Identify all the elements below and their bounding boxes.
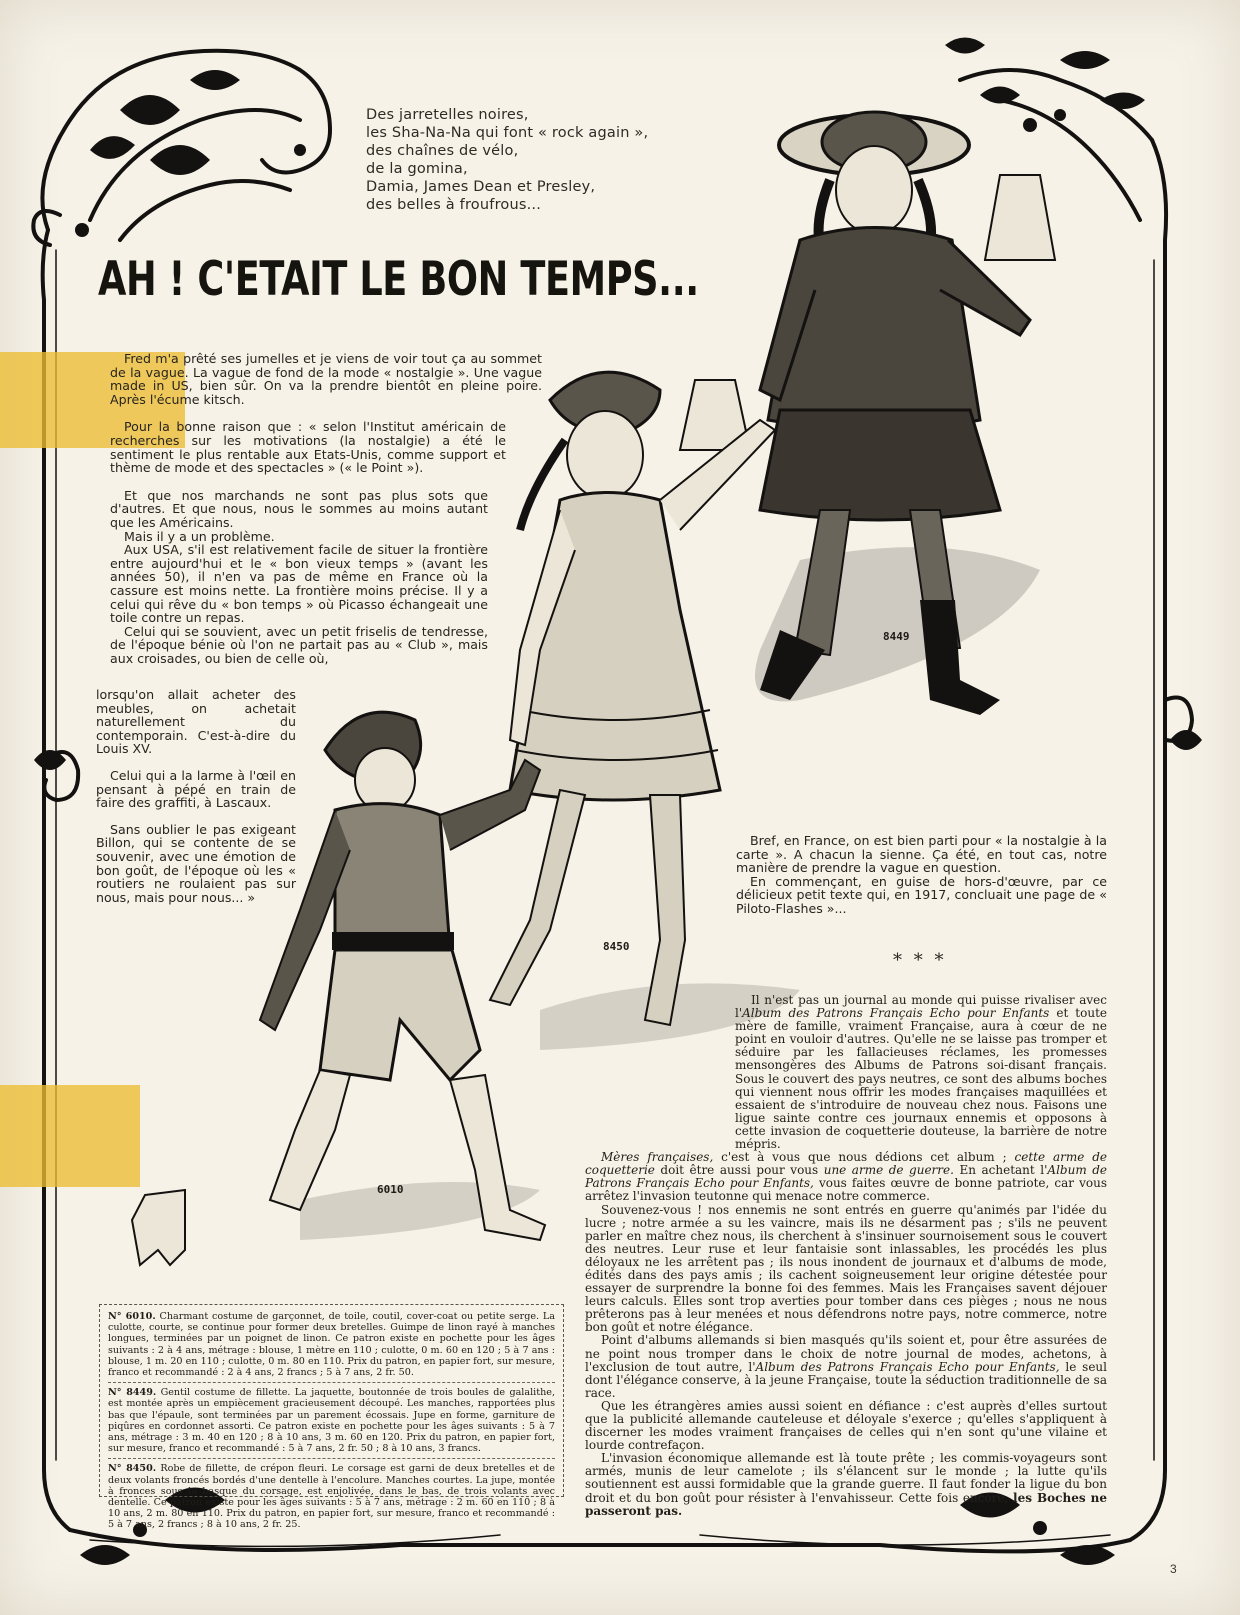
intro-column: [110, 352, 542, 665]
figure-label-6010: 6010: [377, 1183, 404, 1196]
poem-line: de la gomina,: [366, 161, 468, 177]
page-title: AH ! C'ETAIT LE BON TEMPS...: [98, 252, 699, 307]
right-column: [736, 834, 1107, 916]
poem-line: des chaînes de vélo,: [366, 143, 519, 159]
intro-paragraph: Mais il y a un problème.: [124, 528, 275, 544]
quote-paragraph: [585, 1151, 1107, 1203]
section-separator: * * *: [893, 950, 947, 971]
poem-line: Damia, James Dean et Presley,: [366, 179, 596, 195]
poem-line: Des jarretelles noires,: [366, 107, 529, 123]
caption-text: Charmant costume de garçonnet, de toile, coutil, cover-coat ou petite serge. La culotte, courte, se continue pour former deux bretelles. Guimpe de linon rayé à manches longues, terminées par un poignet de linon. Ce patron existe en pochette pour les âges suivants : 2 à 4 ans, métrage : blouse, 1 mètre en 110 ; culotte, 0 m. 60 en 120 ; 5 à 7 ans : blouse, 1 m. 20 en 110 ; culotte, 0 m. 80 en 110. Prix du patron, en papier fort, sur mesure, franco et recommandé : 2 à 4 ans, 2 francs ; 5 à 7 ans, 2 fr. 50.: [108, 1311, 555, 1379]
intro-paragraph: Et que nos marchands ne sont pas plus sots que d'autres. Et que nous, nous le sommes au moins autant que les Américains.: [110, 487, 488, 530]
quote-emphasis: Album de Patrons Français Echo pour Enfants,: [585, 1163, 1108, 1191]
quote-paragraph: Que les étrangères amies aussi soient en défiance : c'est auprès d'elles surtout que la publicité allemande cauteleuse et déloyale s'exerce ; qu'elles s'appliquent à discerner les modes vraiment françaises de celles qui n'en sont qu'une vilaine et lourde contrefaçon.: [585, 1398, 1107, 1453]
quote-paragraph: [585, 1452, 1107, 1517]
quote-text: L'invasion économique allemande est là toute prête ; les commis-voyageurs sont armés, munis de leur camelote ; ils s'élancent sur le monde ; la lutte qu'ils soutiennent est aussi formidable que la grande guerre. Il faut fonder la ligue du bon droit et du bon goût pour résister à l'envahisseur. Cette fois encore,: [585, 1451, 1107, 1505]
intro-paragraph: Celui qui se souvient, avec un petit friselis de tendresse, de l'époque bénie où l'on ne partait pas au « Club », mais aux croisades, ou bien de celle où,: [110, 623, 488, 666]
caption-8449: [108, 1387, 555, 1459]
quote-emphasis: Album des Patrons Français Echo pour Enfants,: [755, 1359, 1060, 1374]
caption-number: N° 6010.: [108, 1311, 156, 1322]
left-narrow-column: [96, 688, 296, 917]
intro-paragraph: Aux USA, s'il est relativement facile de situer la frontière entre aujourd'hui et le « bon vieux temps » (avant les années 50), il n'en va pas de même en France où la cassure est moins nette. La frontière moins précise. Il y a celui qui rêve du « bon temps » où Picasso échangeait une toile contre un repas.: [110, 542, 488, 626]
page-number: 3: [1170, 1562, 1177, 1576]
pattern-captions: [99, 1304, 564, 1531]
quote-bold: les Boches ne passeront pas.: [585, 1490, 1107, 1518]
intro-paragraph: Pour la bonne raison que : « selon l'Institut américain de recherches sur les motivations (la nostalgie) a été le sentiment le plus rentable aux Etats-Unis, comme support et thème de mode et des spectacles » (« le Point »).: [110, 419, 506, 476]
left-paragraph: Celui qui a la larme à l'œil en pensant à pépé en train de faire des graffiti, à Lascaux.: [96, 767, 296, 811]
poem-line: des belles à froufrous...: [366, 197, 542, 213]
quote-paragraph: [585, 1334, 1107, 1399]
quote-paragraph: Souvenez-vous ! nos ennemis ne sont entrés en guerre qu'animés par l'idée du lucre ; notre armée a su les vaincre, mais ils ne désarment pas ; s'ils ne peuvent parler en maître chez nous, ils cherchent à s'insinuer sournoisement sous le couvert des neutres. Leur ruse et leur fantaisie sont inlassables, les procédés les plus déloyaux ne les arrêtent pas ; ils nous inondent de journaux et d'albums de mode, édités dans des pays amis ; ils cachent soigneusement leur origine détestée pour essayer de surprendre la bonne foi des femmes. Mais les Françaises savent déjouer leurs calculs. Elles sont trop averties pour tomber dans ces pièges ; nous ne nous prêterons pas à leur menées et nous défendrons notre pays, notre commerce, notre bon goût et notre élégance.: [585, 1202, 1107, 1335]
left-paragraph: lorsqu'on allait acheter des meubles, on achetait naturellement du contemporain. C'est-à-dire du Louis XV.: [96, 687, 296, 757]
figure-label-8449: 8449: [883, 630, 910, 643]
quote-text: Il n'est pas un journal au monde qui puisse rivaliser avec l': [735, 993, 1107, 1021]
figure-label-8450: 8450: [603, 940, 630, 953]
intro-paragraph: Fred m'a prêté ses jumelles et je viens de voir tout ça au sommet de la vague. La vague de fond de la mode « nostalgie ». Une vague made in US, bien sûr. On va la prendre bientôt en pleine poire. Après l'écume kitsch.: [110, 351, 542, 407]
intro-poem: [366, 106, 726, 214]
caption-number: N° 8450.: [108, 1463, 157, 1475]
quote-text: et toute mère de famille, vraiment Française, aura à cœur de ne point en vouloir d'autres. Qu'elle ne se laisse pas tromper et séduire par les fallacieuses réclames, les promesses mensongères des Albums de Patrons soi-disant français. Sous le couvert des pays neutres, ce sont des albums boches qui viennent nous offrir les modes françaises maquillées et essaient de s'introduire de nouveau chez nous. Faisons une ligue sainte contre ces journaux ennemis et opposons à cette invasion de coquetterie douteuse, la barrière de notre mépris.: [735, 1006, 1107, 1152]
quote-emphasis: Album des Patrons Français Echo pour Enfants: [742, 1006, 1050, 1021]
left-paragraph: Sans oublier le pas exigeant Billon, qui se contente de se souvenir, avec une émotion de bon goût, de l'époque où les « routiers ne roulaient pas sur nous, mais pour nous... »: [96, 821, 296, 905]
quote-paragraph: [585, 994, 1107, 1151]
quote-emphasis: Mères françaises,: [601, 1150, 714, 1165]
quoted-1917-text: [585, 994, 1107, 1518]
caption-text: Gentil costume de fillette. La jaquette, boutonnée de trois boules de galalithe, est montée après un empiècement gracieusement découpé. Les manches, rapportées plus bas que l'épaule, sont terminées par un parement écossais. Jupe en forme, garniture de piqûres en cordonnet assorti. Ce patron existe en pochette pour les âges suivants : 5 à 7 ans, métrage : 3 m. 40 en 120 ; 8 à 10 ans, 3 m. 60 en 120. Prix du patron, en papier fort, sur mesure, franco et recommandé : 5 à 7 ans, 2 fr. 50 ; 8 à 10 ans, 3 francs.: [108, 1387, 555, 1455]
quote-text: En achetant l': [953, 1163, 1048, 1178]
right-paragraph: Bref, en France, on est bien parti pour « la nostalgie à la carte ». A chacun la sienne. Ça été, en tout cas, notre manière de prendre la vague en question.: [736, 833, 1107, 876]
quote-emphasis: une arme de guerre.: [823, 1163, 954, 1178]
caption-number: N° 8449.: [108, 1387, 157, 1399]
poem-line: les Sha-Na-Na qui font « rock again »,: [366, 125, 649, 141]
quote-text: Point d'albums allemands si bien masqués qu'ils soient et, pour être assurées de ne point nous tromper dans le choix de notre journal de modes, achetons, à l'exclusion de tout autre, l': [585, 1333, 1107, 1374]
quote-text: vous faites œuvre de bonne patriote, car vous arrêtez l'invasion teutonne qui menace notre commerce.: [585, 1176, 1107, 1204]
caption-6010: [108, 1311, 555, 1383]
quote-emphasis: cette arme de coquetterie: [585, 1150, 1107, 1178]
right-paragraph: En commençant, en guise de hors-d'œuvre, par ce délicieux petit texte qui, en 1917, concluait une page de « Piloto-Flashes »...: [736, 873, 1107, 916]
quote-text: doit être aussi pour vous: [654, 1163, 824, 1178]
yellow-tape-mark: [0, 1085, 140, 1187]
quote-text: c'est à vous que nous dédions cet album ;: [713, 1150, 1015, 1165]
quote-text: le seul dont l'élégance conserve, à la jeune Française, toute la séduction traditionnelle de sa race.: [585, 1359, 1107, 1400]
caption-text: Robe de fillette, de crépon fleuri. Le corsage est garni de deux bretelles et de deux volants froncés bordés d'une dentelle à l'encolure. Manches courtes. La jupe, montée à fronces sous la basque du corsage, est enjolivée, dans le bas, de trois volants avec dentelle. Ce patron existe pour les âges suivants : 5 à 7 ans, métrage : 2 m. 60 en 110 ; 8 à 10 ans, 2 m. 80 en 110. Prix du patron, en papier fort, sur mesure, franco et recommandé : 5 à 7 ans, 2 francs ; 8 à 10 ans, 2 fr. 25.: [108, 1463, 555, 1531]
caption-8450: [108, 1463, 555, 1534]
